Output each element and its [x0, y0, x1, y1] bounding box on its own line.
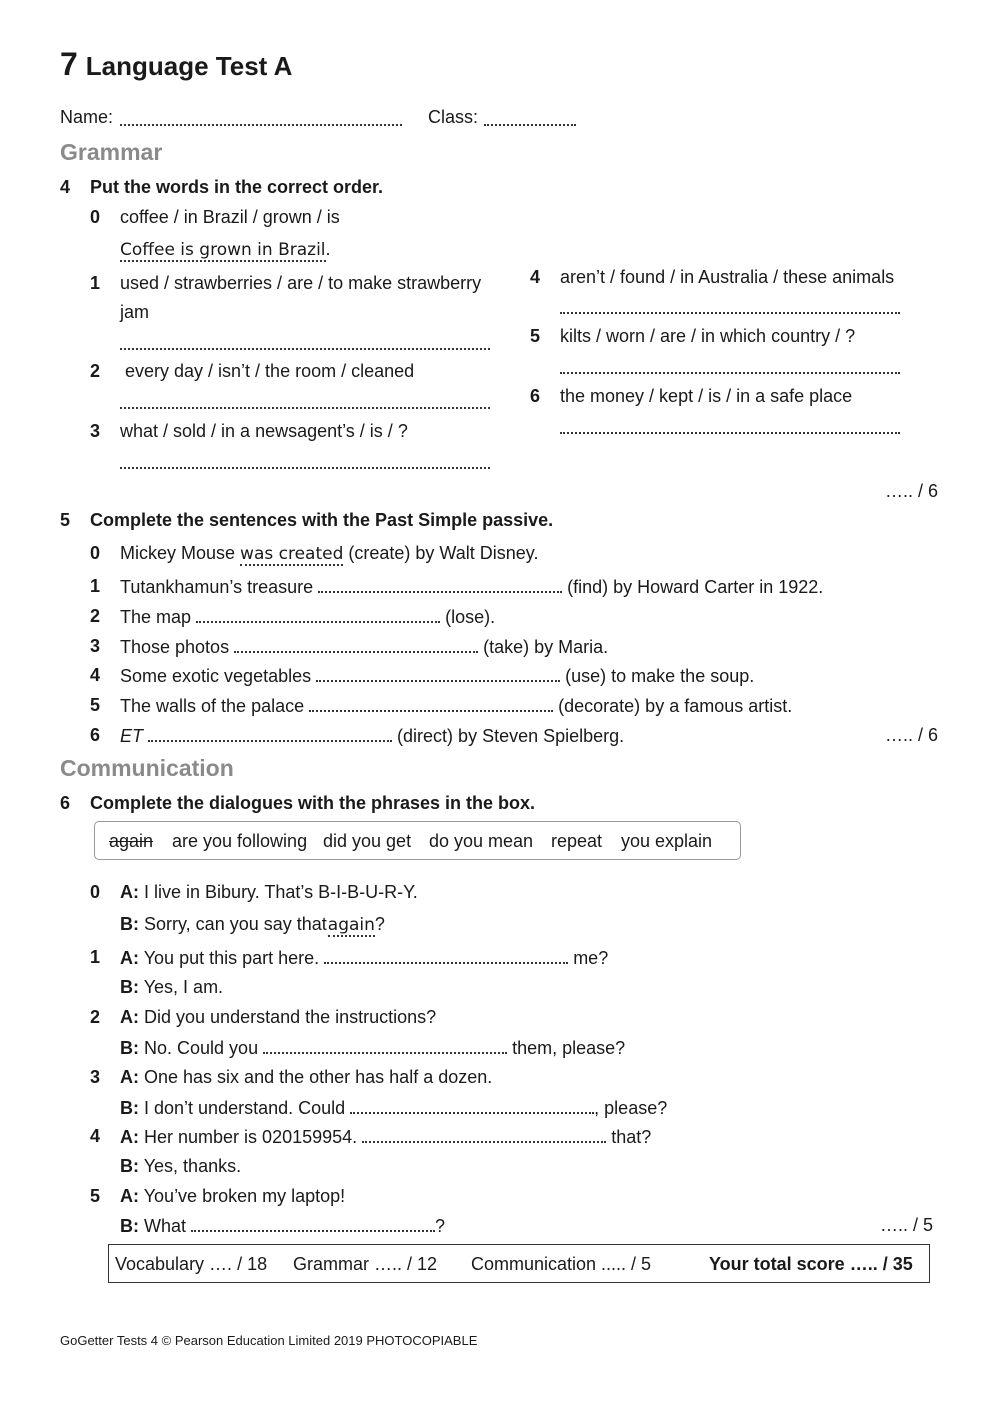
- ex6-item-number: 5: [90, 1186, 101, 1206]
- dialogue-line-b: [120, 1214, 445, 1237]
- ex6-item-number: 4: [90, 1126, 101, 1146]
- ex4-score: ….. / 6: [885, 481, 939, 501]
- line-text: Her number is 020159954.: [144, 1127, 358, 1147]
- line-end: them, please?: [512, 1038, 626, 1058]
- ex4-example-answer: [120, 238, 331, 261]
- dialogue-line-a: [120, 1185, 345, 1207]
- sentence-start: The map: [120, 607, 192, 627]
- ex4-item-prompt: the money / kept / is / in a safe place: [560, 386, 853, 406]
- dialogue-line-b: [120, 1036, 625, 1059]
- line-text: Sorry, can you say that: [144, 914, 327, 934]
- ex4-item-prompt: coffee / in Brazil / grown / is: [120, 207, 340, 227]
- handwritten-answer: Coffee is grown in Brazil: [120, 240, 326, 260]
- dialogue-line-b: [120, 1155, 241, 1177]
- ex4-item-prompt: used / strawberries / are / to make strawberry: [120, 273, 482, 293]
- ex5-item-sentence: [120, 575, 823, 598]
- class-field[interactable]: [484, 124, 576, 126]
- ex5-item-sentence: [120, 694, 792, 717]
- answer-blank[interactable]: [324, 946, 568, 964]
- line-end: me?: [573, 948, 609, 968]
- dialogue-line-b: [120, 913, 385, 936]
- speaker-b-label: B:: [120, 1038, 139, 1058]
- ex4-item-prompt: every day / isn’t / the room / cleaned: [120, 361, 415, 381]
- sentence-start: Tutankhamun’s treasure: [120, 577, 314, 597]
- ex4-instruction: Put the words in the correct order.: [90, 177, 384, 197]
- speaker-b-label: B:: [120, 1098, 139, 1118]
- ex5-item-sentence: [120, 605, 495, 628]
- communication-heading: Communication: [60, 755, 234, 781]
- sentence-start: Those photos: [120, 637, 230, 657]
- dialogue-line-a: [120, 946, 608, 969]
- line-text: No. Could you: [144, 1038, 259, 1058]
- phrase-box: [94, 821, 741, 860]
- ex5-item-sentence: [120, 724, 624, 747]
- line-end: that?: [611, 1127, 652, 1147]
- answer-line[interactable]: [120, 407, 490, 409]
- answer-blank[interactable]: [191, 1214, 435, 1232]
- ex6-number: 6: [60, 793, 71, 813]
- name-label: Name:: [60, 107, 114, 127]
- line-text: One has six and the other has half a dozen.: [144, 1067, 493, 1087]
- line-text: Yes, I am.: [143, 977, 224, 997]
- answer-line[interactable]: [560, 372, 900, 374]
- ex4-item-prompt: what / sold / in a newsagent’s / is / ?: [120, 421, 408, 441]
- speaker-b-label: B:: [120, 977, 139, 997]
- answer-blank[interactable]: [350, 1096, 594, 1114]
- ex5-score: ….. / 6: [885, 725, 939, 745]
- phrase-item: again: [109, 831, 154, 851]
- sentence-end: (take) by Maria.: [483, 637, 609, 657]
- speaker-b-label: B:: [120, 914, 139, 934]
- ex5-item-sentence: [120, 635, 608, 658]
- line-text: You put this part here.: [143, 948, 320, 968]
- speaker-a-label: A:: [120, 1007, 139, 1027]
- phrase-item: repeat: [551, 831, 603, 851]
- ex6-item-number: 1: [90, 947, 101, 967]
- answer-blank[interactable]: [196, 605, 440, 623]
- vocabulary-score: Vocabulary …. / 18: [115, 1254, 268, 1274]
- ex5-item-number: 3: [90, 636, 101, 656]
- grammar-heading: Grammar: [60, 139, 163, 165]
- ex5-item-number: 1: [90, 576, 101, 596]
- line-text: I live in Bibury. That’s B-I-B-U-R-Y.: [144, 882, 418, 902]
- ex6-item-number: 0: [90, 882, 101, 902]
- answer-line[interactable]: [120, 348, 490, 350]
- phrase-item: do you mean: [429, 831, 534, 851]
- dialogue-line-a: [120, 1125, 651, 1148]
- answer-line[interactable]: [560, 312, 900, 314]
- dialogue-line-b: [120, 976, 223, 998]
- ex6-item-number: 2: [90, 1007, 101, 1027]
- line-end: ?: [435, 1216, 446, 1236]
- communication-score: Communication ..... / 5: [471, 1254, 652, 1274]
- line-text: I don’t understand. Could: [144, 1098, 346, 1118]
- sentence-end: (lose).: [445, 607, 496, 627]
- line-end: , please?: [594, 1098, 668, 1118]
- line-text: Did you understand the instructions?: [144, 1007, 437, 1027]
- footer-copyright: GoGetter Tests 4 © Pearson Education Limited 2019 PHOTOCOPIABLE: [60, 1333, 478, 1348]
- line-text: Yes, thanks.: [143, 1156, 242, 1176]
- dialogue-line-b: [120, 1096, 667, 1119]
- line-text: What: [144, 1216, 187, 1236]
- ex4-number: 4: [60, 177, 71, 197]
- total-score: Your total score ….. / 35: [709, 1254, 913, 1274]
- ex4-item-prompt: kilts / worn / are / in which country / ?: [560, 326, 856, 346]
- ex4-item-number: 6: [530, 386, 541, 406]
- sentence-start: The walls of the palace: [120, 696, 305, 716]
- ex5-instruction: Complete the sentences with the Past Simple passive.: [90, 510, 554, 530]
- ex4-item-number: 5: [530, 326, 541, 346]
- answer-line[interactable]: [120, 467, 490, 469]
- ex4-item-number: 1: [90, 273, 101, 293]
- dialogue-line-a: [120, 881, 418, 903]
- ex6-item-number: 3: [90, 1067, 101, 1087]
- grammar-score: Grammar ….. / 12: [293, 1254, 438, 1274]
- ex4-item-prompt-cont: jam: [120, 302, 150, 322]
- answer-blank[interactable]: [263, 1036, 507, 1054]
- ex4-item-number: 4: [530, 267, 541, 287]
- score-summary-box: [108, 1244, 930, 1283]
- ex5-number: 5: [60, 510, 71, 530]
- answer-blank[interactable]: [309, 694, 553, 712]
- page-title: [60, 46, 292, 83]
- sentence-start: Some exotic vegetables: [120, 666, 312, 686]
- ex5-item-number: 5: [90, 695, 101, 715]
- speaker-b-label: B:: [120, 1156, 139, 1176]
- speaker-a-label: A:: [120, 948, 139, 968]
- ex5-item-number: 0: [90, 543, 101, 563]
- name-field[interactable]: [120, 124, 402, 126]
- sentence-start: Mickey Mouse: [120, 543, 236, 563]
- line-end: ?: [374, 914, 385, 934]
- answer-period: .: [325, 239, 331, 259]
- speaker-a-label: A:: [120, 1127, 139, 1147]
- speaker-b-label: B:: [120, 1216, 139, 1236]
- answer-blank[interactable]: [362, 1125, 606, 1143]
- answer-blank[interactable]: [318, 575, 562, 593]
- test-number: 7: [60, 46, 78, 82]
- sentence-end: (use) to make the soup.: [565, 666, 755, 686]
- class-label: Class:: [428, 107, 479, 127]
- answer-blank[interactable]: [148, 724, 392, 742]
- speaker-a-label: A:: [120, 882, 139, 902]
- ex4-item-number: 0: [90, 207, 101, 227]
- sentence-start: ET: [120, 726, 144, 746]
- ex6-instruction: Complete the dialogues with the phrases in the box.: [90, 793, 536, 813]
- test-title: Language Test A: [85, 51, 293, 81]
- ex5-item-sentence: [120, 664, 754, 687]
- line-text: You’ve broken my laptop!: [143, 1186, 346, 1206]
- dialogue-line-a: [120, 1006, 436, 1028]
- speaker-a-label: A:: [120, 1067, 139, 1087]
- ex6-score: ….. / 5: [880, 1215, 934, 1235]
- phrase-item: are you following: [172, 831, 308, 851]
- answer-blank[interactable]: [316, 664, 560, 682]
- dialogue-line-a: [120, 1066, 492, 1088]
- ex5-item-number: 4: [90, 665, 101, 685]
- sentence-end: (decorate) by a famous artist.: [558, 696, 793, 716]
- speaker-a-label: A:: [120, 1186, 139, 1206]
- answer-line[interactable]: [560, 432, 900, 434]
- ex4-item-number: 2: [90, 361, 101, 381]
- ex4-item-prompt: aren’t / found / in Australia / these animals: [560, 267, 895, 287]
- answer-blank[interactable]: [234, 635, 478, 653]
- sentence-end: (create) by Walt Disney.: [348, 543, 539, 563]
- phrase-item: did you get: [323, 831, 412, 851]
- ex4-item-number: 3: [90, 421, 101, 441]
- ex5-item-number: 2: [90, 606, 101, 626]
- handwritten-answer: was created: [240, 544, 344, 564]
- ex5-item-number: 6: [90, 725, 101, 745]
- sentence-end: (direct) by Steven Spielberg.: [397, 726, 625, 746]
- sentence-end: (find) by Howard Carter in 1922.: [567, 577, 824, 597]
- handwritten-answer: again: [327, 915, 375, 935]
- ex5-item-sentence: [120, 542, 538, 565]
- phrase-item: you explain: [621, 831, 713, 851]
